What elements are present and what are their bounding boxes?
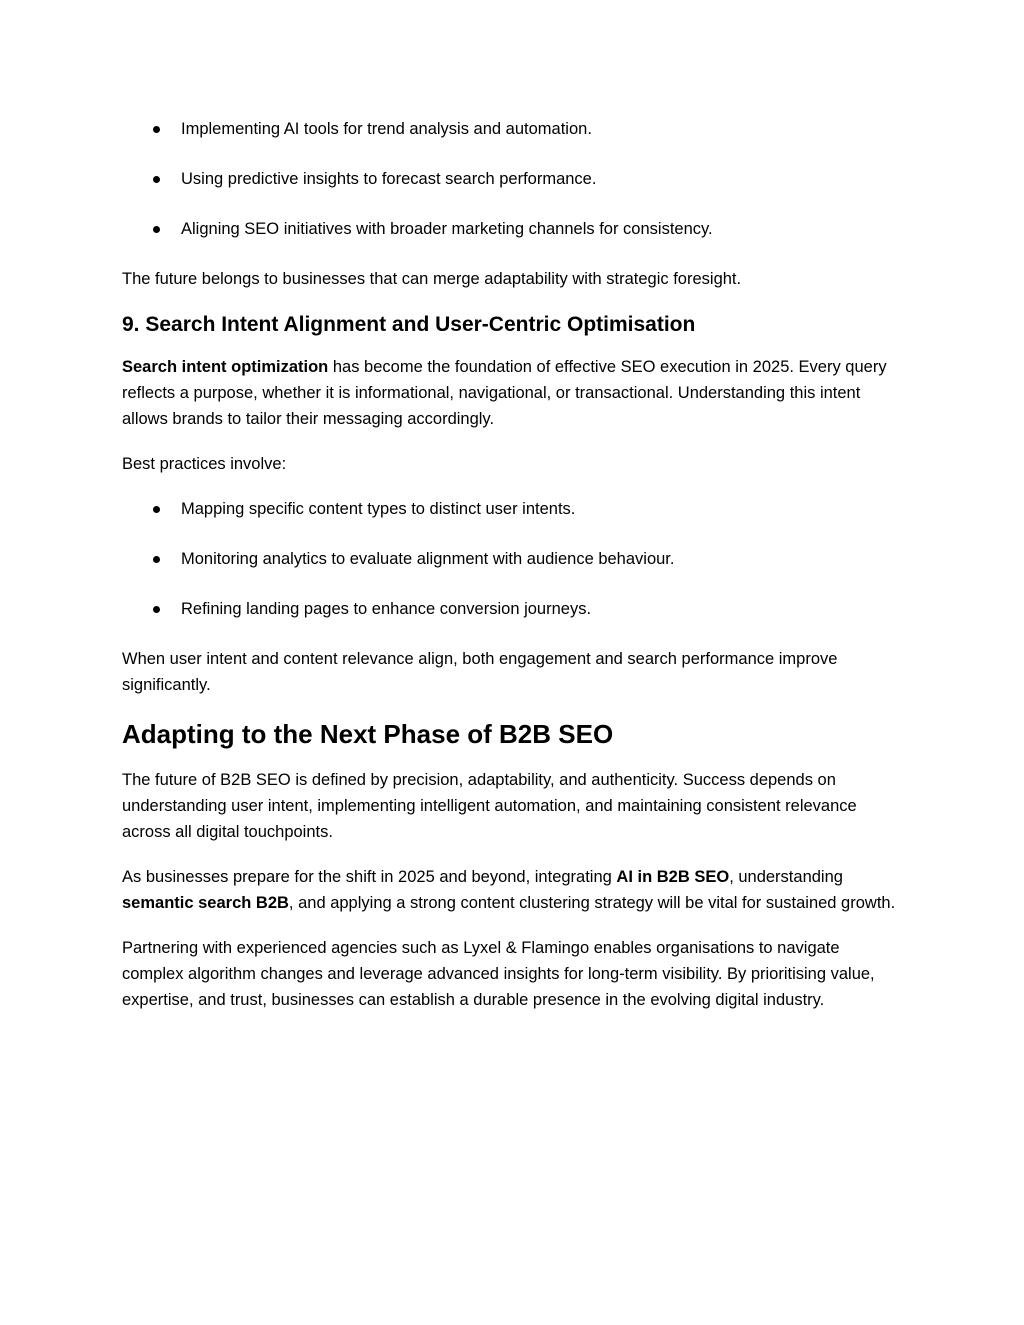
paragraph-as-businesses-prepare	[122, 864, 902, 916]
paragraph-future-belongs: The future belongs to businesses that can merge adaptability with strategic foresight.	[122, 270, 742, 288]
intro-bullet-list	[122, 116, 902, 242]
list-item-text: Refining landing pages to enhance conversion journeys.	[181, 600, 592, 618]
bold-ai-in-b2b-seo: AI in B2B SEO	[616, 868, 730, 886]
bold-search-intent-optimization: Search intent optimization	[122, 358, 329, 376]
paragraph-future-of-b2b-seo: The future of B2B SEO is defined by precision, adaptability, and authenticity. Success depends on understanding user intent, implementing intelligent automation, and maintaining consistent relevance across all digital touchpoints.	[122, 771, 857, 841]
bullet-icon	[153, 126, 160, 133]
text-segment: , and applying a strong content clustering strategy will be vital for sustained growth.	[288, 894, 896, 912]
list-item-text: Mapping specific content types to distinct user intents.	[181, 500, 576, 518]
bold-semantic-search-b2b: semantic search B2B	[122, 894, 289, 912]
list-item	[122, 166, 902, 192]
list-item-text: Using predictive insights to forecast search performance.	[181, 170, 597, 188]
paragraph-search-intent-rest: has become the foundation of effective SEO execution in 2025. Every query reflects a purpose, whether it is informational, navigational, or transactional. Understanding this intent allows brands to tailor their messaging accordingly.	[122, 358, 887, 428]
paragraph-partnering: Partnering with experienced agencies such as Lyxel & Flamingo enables organisations to navigate complex algorithm changes and leverage advanced insights for long-term visibility. By prioritising value, expertise, and trust, businesses can establish a durable presence in the evolving digital industry.	[122, 939, 875, 1009]
list-item	[122, 116, 902, 142]
bullet-icon	[153, 226, 160, 233]
bullet-icon	[153, 556, 160, 563]
paragraph-when-user-intent: When user intent and content relevance align, both engagement and search performance improve significantly.	[122, 650, 838, 694]
bullet-icon	[153, 606, 160, 613]
text-segment: , understanding	[729, 868, 843, 886]
list-item-text: Monitoring analytics to evaluate alignment with audience behaviour.	[181, 550, 675, 568]
adapting-heading: Adapting to the Next Phase of B2B SEO	[122, 719, 614, 749]
list-item-text: Implementing AI tools for trend analysis and automation.	[181, 120, 592, 138]
paragraph-search-intent	[122, 354, 902, 432]
section-9-heading: 9. Search Intent Alignment and User-Centric Optimisation	[122, 313, 696, 336]
list-item-text: Aligning SEO initiatives with broader marketing channels for consistency.	[181, 220, 713, 238]
best-practices-bullet-list	[122, 496, 902, 622]
text-segment: As businesses prepare for the shift in 2025 and beyond, integrating	[122, 868, 617, 886]
paragraph-best-practices: Best practices involve:	[122, 455, 287, 473]
list-item	[122, 496, 902, 522]
list-item	[122, 596, 902, 622]
list-item	[122, 216, 902, 242]
bullet-icon	[153, 506, 160, 513]
bullet-icon	[153, 176, 160, 183]
list-item	[122, 546, 902, 572]
